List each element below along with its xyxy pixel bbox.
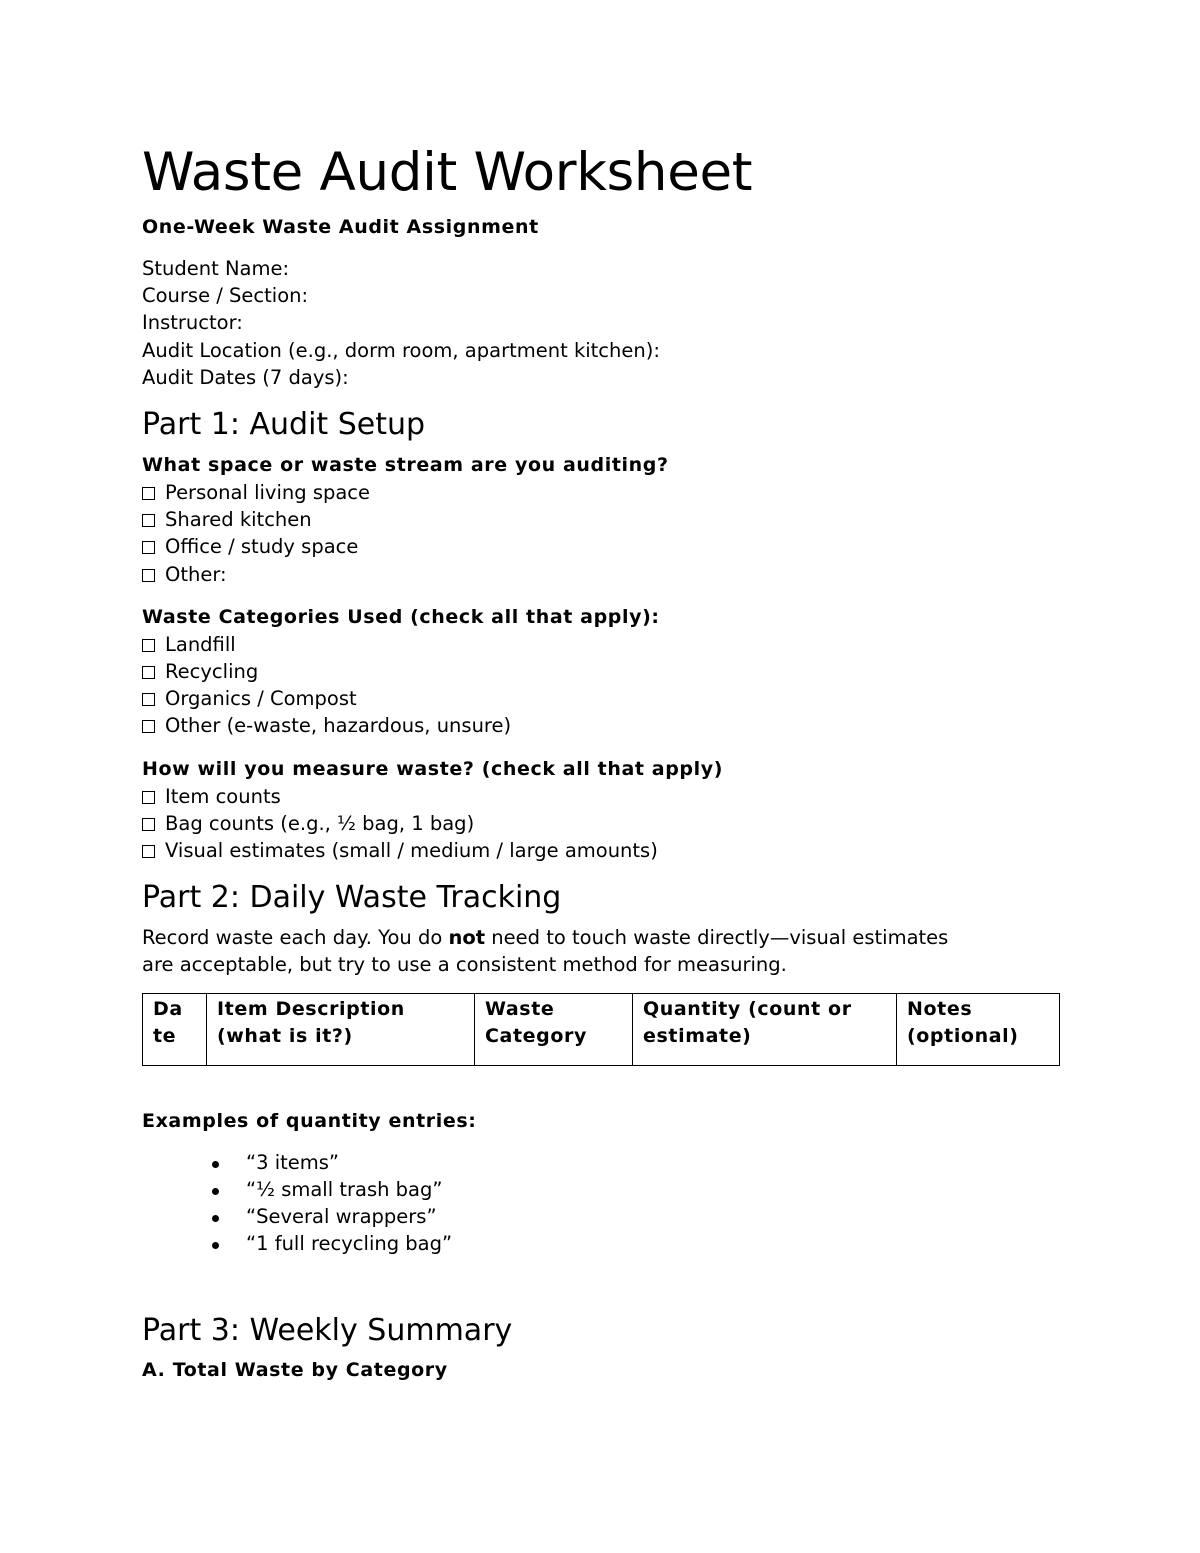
question-categories [142, 604, 1062, 740]
examples-heading: Examples of quantity entries: [142, 1109, 477, 1132]
header-waste-category: Waste Category [475, 993, 633, 1065]
part3-subheading: A. Total Waste by Category [142, 1359, 448, 1382]
question-measure-label: How will you measure waste? (check all that apply) [142, 757, 723, 780]
checkbox-icon[interactable] [142, 791, 155, 804]
option-item-counts[interactable]: Item counts [142, 783, 1062, 810]
list-item: “1 full recycling bag” [142, 1230, 1062, 1257]
worksheet-page [142, 140, 1062, 1384]
question-measure [142, 756, 1062, 865]
field-audit-location: Audit Location (e.g., dorm room, apartment kitchen): [142, 338, 660, 362]
checkbox-icon[interactable] [142, 666, 155, 679]
header-quantity: Quantity (count or estimate) [633, 993, 897, 1065]
list-item: “½ small trash bag” [142, 1176, 1062, 1203]
question-space-label: What space or waste stream are you auditing? [142, 454, 669, 477]
option-recycling[interactable]: Recycling [142, 658, 1062, 685]
checkbox-icon[interactable] [142, 818, 155, 831]
question-space [142, 452, 1062, 588]
option-other-space[interactable]: Other: [142, 561, 1062, 588]
daily-tracking-table [142, 993, 1060, 1066]
part2-intro-line2: are acceptable, but try to use a consistent method for measuring. [142, 953, 787, 977]
checkbox-icon[interactable] [142, 541, 155, 554]
part1-heading: Part 1: Audit Setup [142, 407, 426, 443]
part2-intro-line1: Record waste each day. You do not need to touch waste directly—visual estimates [142, 926, 949, 950]
bullet-icon [212, 1188, 219, 1195]
part2-intro [142, 924, 1062, 978]
option-bag-counts[interactable]: Bag counts (e.g., ½ bag, 1 bag) [142, 810, 1062, 837]
question-categories-label: Waste Categories Used (check all that apply): [142, 605, 660, 628]
field-audit-dates: Audit Dates (7 days): [142, 365, 349, 389]
checkbox-icon[interactable] [142, 845, 155, 858]
checkbox-icon[interactable] [142, 720, 155, 733]
student-info-fields [142, 255, 1062, 391]
part3-heading: Part 3: Weekly Summary [142, 1313, 513, 1349]
bullet-icon [212, 1242, 219, 1249]
option-personal-living-space[interactable]: Personal living space [142, 479, 1062, 506]
header-date: Da te [143, 993, 207, 1065]
header-item-description: Item Description (what is it?) [207, 993, 475, 1065]
table-header-row [143, 993, 1060, 1065]
examples-list [142, 1149, 1062, 1258]
option-landfill[interactable]: Landfill [142, 631, 1062, 658]
option-shared-kitchen[interactable]: Shared kitchen [142, 506, 1062, 533]
field-student-name: Student Name: [142, 257, 290, 280]
list-item: “3 items” [142, 1149, 1062, 1176]
header-notes: Notes (optional) [897, 993, 1060, 1065]
checkbox-icon[interactable] [142, 487, 155, 500]
option-office-study-space[interactable]: Office / study space [142, 533, 1062, 560]
page-subtitle: One-Week Waste Audit Assignment [142, 216, 539, 238]
page-title: Waste Audit Worksheet [142, 142, 753, 203]
part2-heading: Part 2: Daily Waste Tracking [142, 880, 562, 916]
option-visual-estimates[interactable]: Visual estimates (small / medium / large amounts) [142, 837, 1062, 864]
bullet-icon [212, 1161, 219, 1168]
field-instructor: Instructor: [142, 311, 243, 335]
option-organics-compost[interactable]: Organics / Compost [142, 685, 1062, 712]
list-item: “Several wrappers” [142, 1203, 1062, 1230]
checkbox-icon[interactable] [142, 639, 155, 652]
checkbox-icon[interactable] [142, 569, 155, 582]
checkbox-icon[interactable] [142, 693, 155, 706]
field-course-section: Course / Section: [142, 284, 309, 308]
bullet-icon [212, 1215, 219, 1222]
checkbox-icon[interactable] [142, 514, 155, 527]
option-other-category[interactable]: Other (e-waste, hazardous, unsure) [142, 712, 1062, 739]
